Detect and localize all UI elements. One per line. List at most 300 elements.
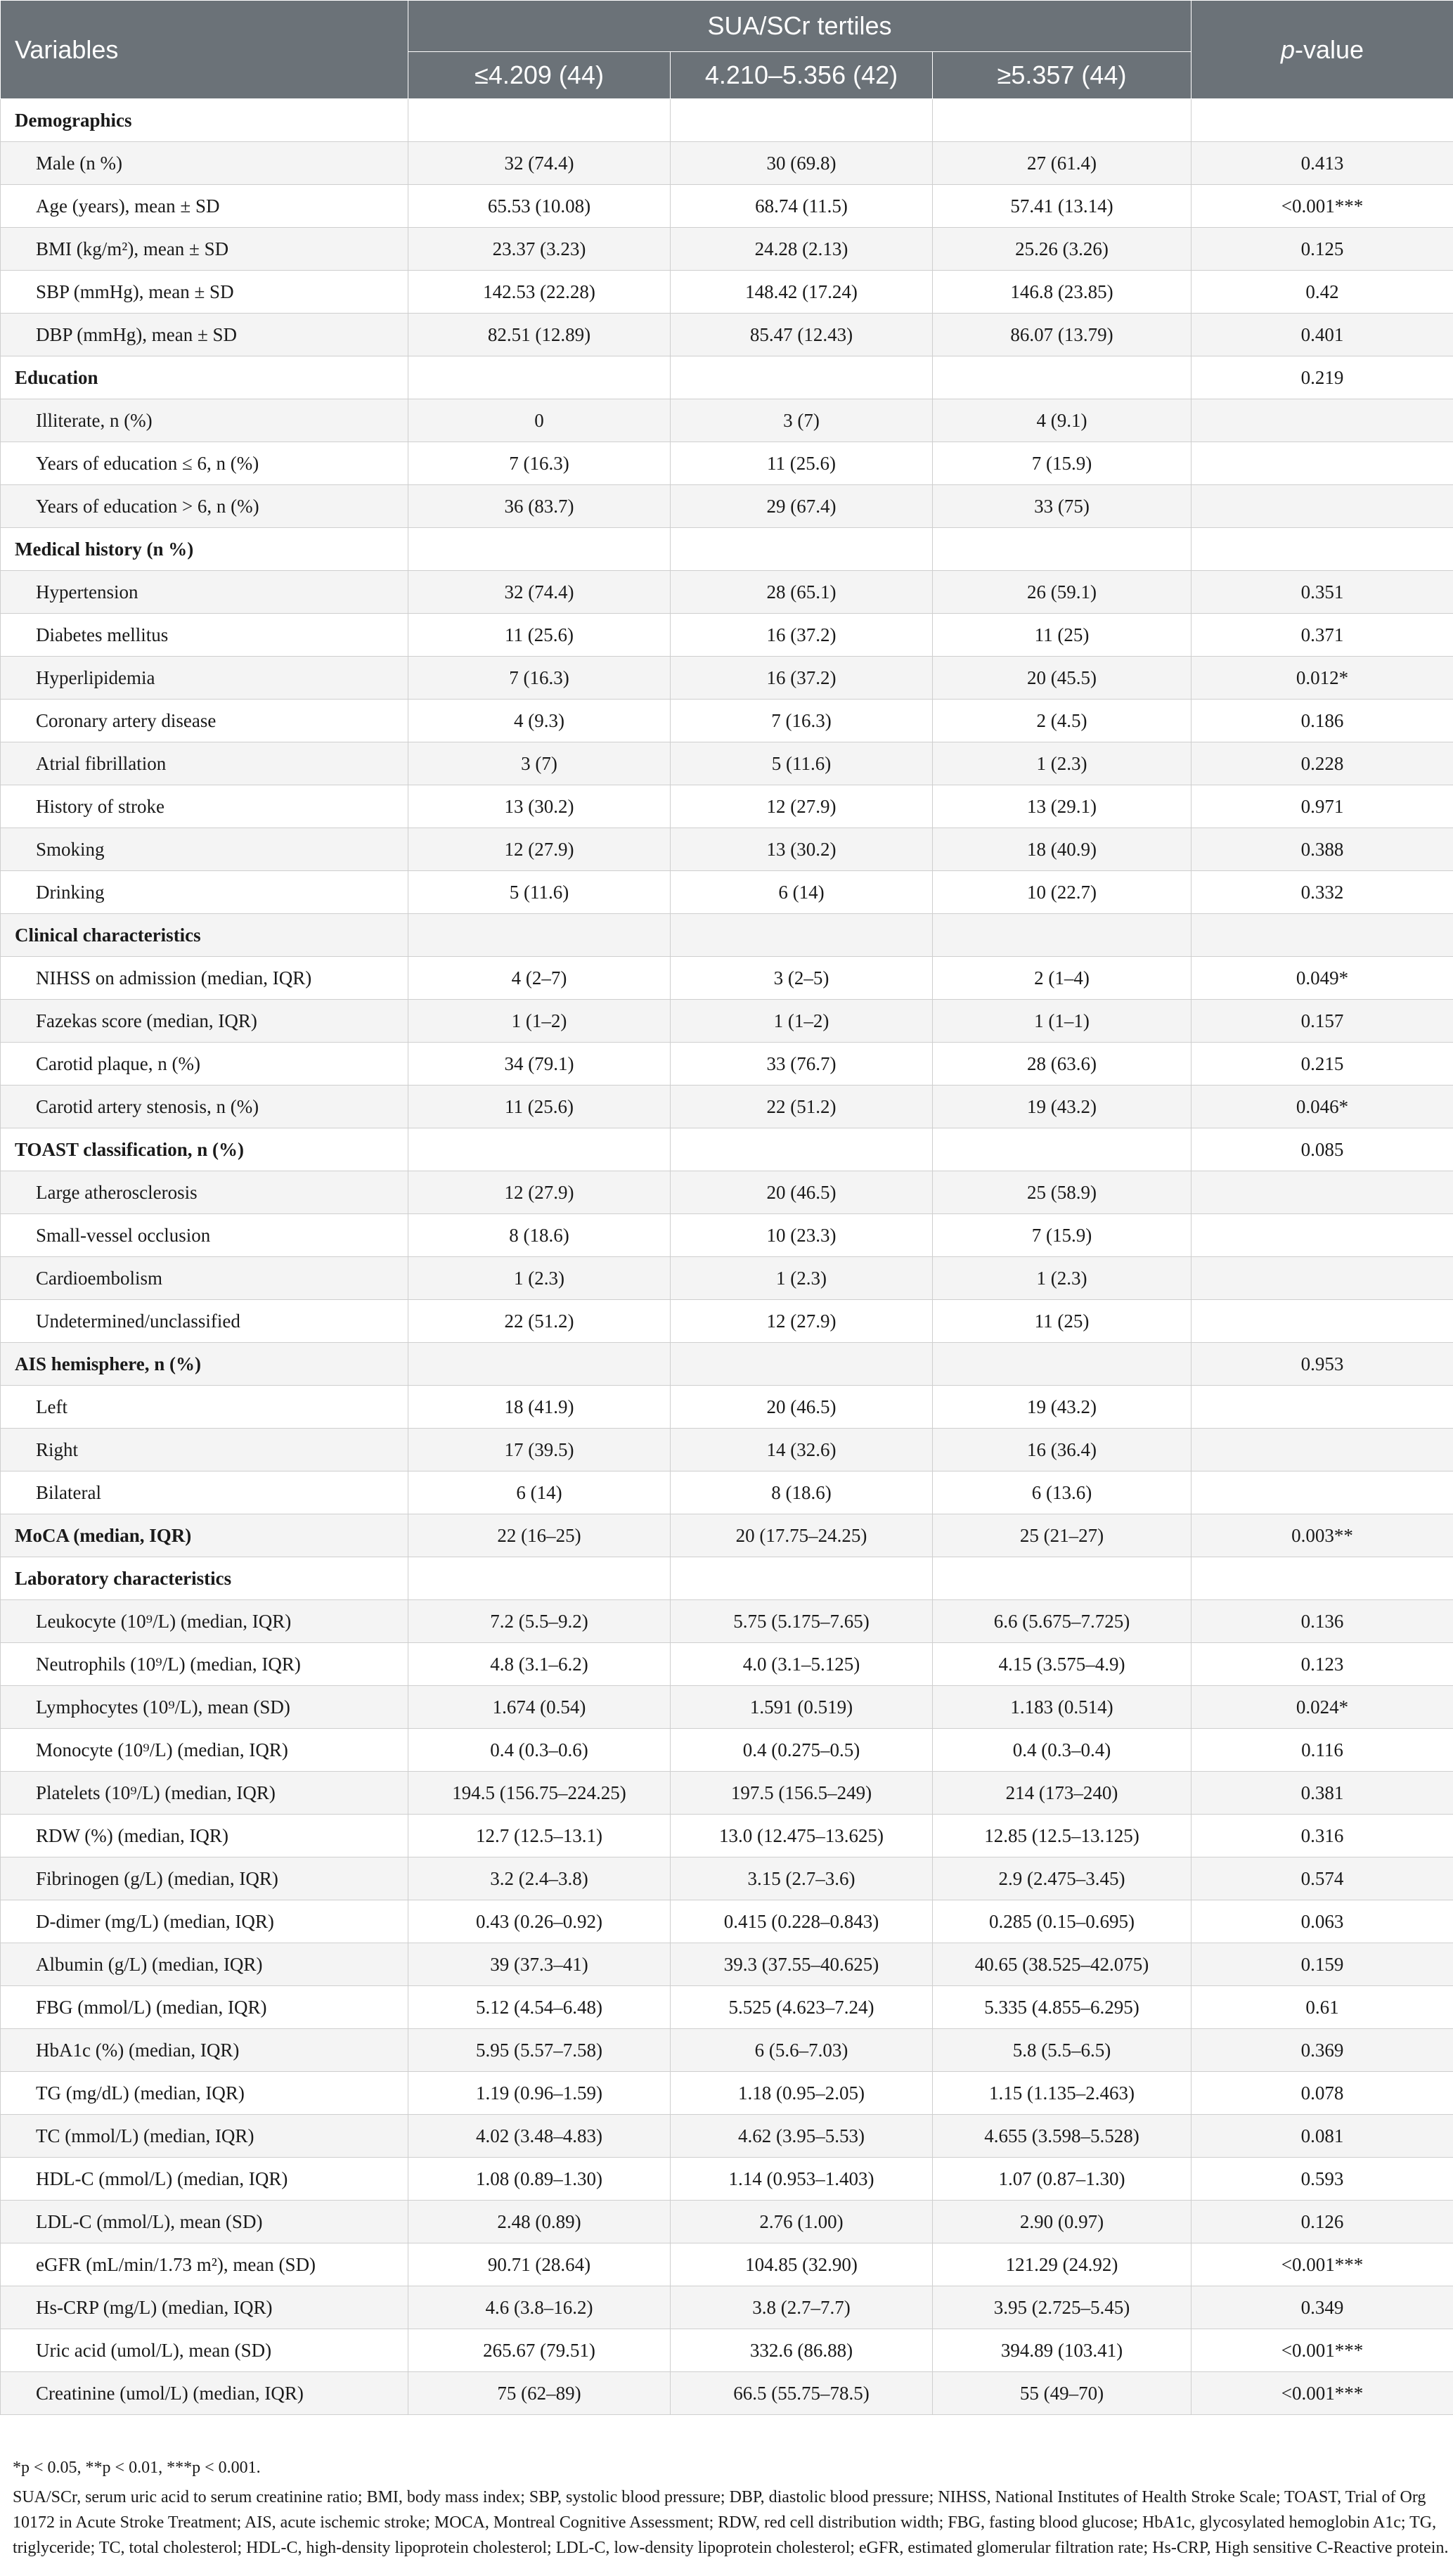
p-value-cell (1192, 485, 1453, 528)
table-row (1, 957, 1453, 1000)
tertile-1-cell (408, 1128, 671, 1171)
section-label: Education (1, 356, 408, 399)
tertile-2-cell: 4.62 (3.95–5.53) (671, 2115, 933, 2158)
tertile-2-cell: 10 (23.3) (671, 1214, 933, 1257)
tertile-2-cell: 104.85 (32.90) (671, 2243, 933, 2286)
p-value-cell: 0.116 (1192, 1729, 1453, 1772)
table-row (1, 700, 1453, 742)
tertile-1-cell: 23.37 (3.23) (408, 228, 671, 271)
tertile-3-cell: 7 (15.9) (933, 442, 1192, 485)
tertile-2-cell (671, 1128, 933, 1171)
tertile-1-cell: 82.51 (12.89) (408, 314, 671, 356)
tertile-3-cell: 16 (36.4) (933, 1429, 1192, 1471)
tertile-3-cell: 146.8 (23.85) (933, 271, 1192, 314)
p-value-cell (1192, 1214, 1453, 1257)
table-row (1, 2201, 1453, 2243)
tertile-3-cell: 2.90 (0.97) (933, 2201, 1192, 2243)
table-header (1, 1, 1453, 99)
tertile-3-cell: 0.4 (0.3–0.4) (933, 1729, 1192, 1772)
table-row (1, 1171, 1453, 1214)
p-value-cell: 0.332 (1192, 871, 1453, 914)
variable-label: Hs-CRP (mg/L) (median, IQR) (1, 2286, 408, 2329)
tertile-1-cell: 1.08 (0.89–1.30) (408, 2158, 671, 2201)
tertile-1-cell: 75 (62–89) (408, 2372, 671, 2415)
tertile-1-cell: 22 (51.2) (408, 1300, 671, 1343)
tertile-2-cell (671, 528, 933, 571)
tertile-3-cell: 3.95 (2.725–5.45) (933, 2286, 1192, 2329)
tertile-3-cell (933, 1343, 1192, 1386)
p-value-cell (1192, 1171, 1453, 1214)
tertile-1-cell: 12 (27.9) (408, 1171, 671, 1214)
header-p-rest: -value (1295, 34, 1364, 64)
tertile-3-cell (933, 1128, 1192, 1171)
p-value-cell: 0.219 (1192, 356, 1453, 399)
table-row (1, 1257, 1453, 1300)
tertile-2-cell: 39.3 (37.55–40.625) (671, 1943, 933, 1986)
tertile-3-cell: 26 (59.1) (933, 571, 1192, 614)
tertile-1-cell: 4 (2–7) (408, 957, 671, 1000)
p-value-cell: 0.349 (1192, 2286, 1453, 2329)
p-value-cell (1192, 528, 1453, 571)
header-tertiles-group: SUA/SCr tertiles (408, 1, 1192, 52)
tertile-1-cell: 36 (83.7) (408, 485, 671, 528)
table-row (1, 2072, 1453, 2115)
tertile-3-cell: 2.9 (2.475–3.45) (933, 1857, 1192, 1900)
variable-label: Smoking (1, 828, 408, 871)
p-value-cell (1192, 1300, 1453, 1343)
tertile-2-cell: 7 (16.3) (671, 700, 933, 742)
variable-label: Hyperlipidemia (1, 657, 408, 700)
variable-label: Hypertension (1, 571, 408, 614)
tertile-3-cell: 18 (40.9) (933, 828, 1192, 871)
tertile-1-cell (408, 1343, 671, 1386)
table-row (1, 1943, 1453, 1986)
tertile-3-cell: 214 (173–240) (933, 1772, 1192, 1815)
tertile-1-cell: 65.53 (10.08) (408, 185, 671, 228)
tertile-2-cell: 3 (2–5) (671, 957, 933, 1000)
tertile-1-cell: 13 (30.2) (408, 785, 671, 828)
tertile-3-cell: 28 (63.6) (933, 1043, 1192, 1086)
variable-label: Right (1, 1429, 408, 1471)
p-value-cell: 0.42 (1192, 271, 1453, 314)
tertile-3-cell: 40.65 (38.525–42.075) (933, 1943, 1192, 1986)
tertile-1-cell: 6 (14) (408, 1471, 671, 1514)
table-row (1, 1386, 1453, 1429)
tertile-1-cell: 0 (408, 399, 671, 442)
p-value-cell: 0.123 (1192, 1643, 1453, 1686)
tertile-3-cell (933, 99, 1192, 142)
tertile-1-cell: 90.71 (28.64) (408, 2243, 671, 2286)
tertile-2-cell: 1.591 (0.519) (671, 1686, 933, 1729)
tertile-3-cell: 5.335 (4.855–6.295) (933, 1986, 1192, 2029)
variable-label: Bilateral (1, 1471, 408, 1514)
tertile-1-cell: 22 (16–25) (408, 1514, 671, 1557)
table-row (1, 871, 1453, 914)
tertile-1-cell: 0.43 (0.26–0.92) (408, 1900, 671, 1943)
variable-label: Creatinine (umol/L) (median, IQR) (1, 2372, 408, 2415)
p-value-cell: 0.369 (1192, 2029, 1453, 2072)
tertile-2-cell (671, 99, 933, 142)
section-label: TOAST classification, n (%) (1, 1128, 408, 1171)
tertile-1-cell: 0.4 (0.3–0.6) (408, 1729, 671, 1772)
tertile-1-cell: 3.2 (2.4–3.8) (408, 1857, 671, 1900)
table-row (1, 1643, 1453, 1686)
variable-label: HDL-C (mmol/L) (median, IQR) (1, 2158, 408, 2201)
variable-label: DBP (mmHg), mean ± SD (1, 314, 408, 356)
significance-note: *p < 0.05, **p < 0.01, ***p < 0.001. (13, 2459, 261, 2477)
header-variables: Variables (1, 1, 408, 99)
tertile-2-cell: 6 (14) (671, 871, 933, 914)
section-row (1, 914, 1453, 957)
p-value-cell: 0.388 (1192, 828, 1453, 871)
tertile-2-cell: 6 (5.6–7.03) (671, 2029, 933, 2072)
tertile-2-cell: 1.18 (0.95–2.05) (671, 2072, 933, 2115)
header-tertile-3: ≥5.357 (44) (933, 52, 1192, 99)
p-value-cell: 0.136 (1192, 1600, 1453, 1643)
tertile-1-cell: 7 (16.3) (408, 442, 671, 485)
p-value-cell: 0.024* (1192, 1686, 1453, 1729)
tertile-1-cell: 142.53 (22.28) (408, 271, 671, 314)
p-value-cell: 0.215 (1192, 1043, 1453, 1086)
tertile-1-cell: 4.02 (3.48–4.83) (408, 2115, 671, 2158)
variable-label: TC (mmol/L) (median, IQR) (1, 2115, 408, 2158)
table-row (1, 314, 1453, 356)
table-row (1, 614, 1453, 657)
p-value-cell (1192, 399, 1453, 442)
p-value-cell: 0.126 (1192, 2201, 1453, 2243)
tertile-1-cell (408, 99, 671, 142)
tertile-3-cell: 0.285 (0.15–0.695) (933, 1900, 1192, 1943)
tertile-2-cell: 5 (11.6) (671, 742, 933, 785)
table-row (1, 2243, 1453, 2286)
tertile-2-cell: 22 (51.2) (671, 1086, 933, 1128)
tertile-2-cell: 29 (67.4) (671, 485, 933, 528)
tertile-1-cell: 32 (74.4) (408, 142, 671, 185)
variable-label: Diabetes mellitus (1, 614, 408, 657)
tertile-1-cell: 2.48 (0.89) (408, 2201, 671, 2243)
tertile-2-cell (671, 356, 933, 399)
tertile-1-cell: 3 (7) (408, 742, 671, 785)
tertile-2-cell: 20 (17.75–24.25) (671, 1514, 933, 1557)
tertile-3-cell (933, 528, 1192, 571)
tertile-1-cell (408, 914, 671, 957)
tertile-3-cell: 19 (43.2) (933, 1086, 1192, 1128)
table-row (1, 1043, 1453, 1086)
tertile-2-cell: 5.75 (5.175–7.65) (671, 1600, 933, 1643)
variable-label: D-dimer (mg/L) (median, IQR) (1, 1900, 408, 1943)
variable-label: Atrial fibrillation (1, 742, 408, 785)
p-value-cell: 0.046* (1192, 1086, 1453, 1128)
table-row (1, 1986, 1453, 2029)
p-value-cell (1192, 442, 1453, 485)
table-row (1, 1857, 1453, 1900)
p-value-cell: 0.413 (1192, 142, 1453, 185)
variable-label: Small-vessel occlusion (1, 1214, 408, 1257)
p-value-cell (1192, 1429, 1453, 1471)
p-value-cell: <0.001*** (1192, 2329, 1453, 2372)
tertile-1-cell (408, 528, 671, 571)
variable-label: Lymphocytes (10⁹/L), mean (SD) (1, 1686, 408, 1729)
variable-label: Fazekas score (median, IQR) (1, 1000, 408, 1043)
variable-label: Monocyte (10⁹/L) (median, IQR) (1, 1729, 408, 1772)
variable-label: Coronary artery disease (1, 700, 408, 742)
tertile-3-cell: 19 (43.2) (933, 1386, 1192, 1429)
tertile-1-cell: 265.67 (79.51) (408, 2329, 671, 2372)
header-tertile-2: 4.210–5.356 (42) (671, 52, 933, 99)
table-row (1, 2115, 1453, 2158)
tertile-3-cell (933, 356, 1192, 399)
tertile-3-cell: 1 (1–1) (933, 1000, 1192, 1043)
p-value-cell: 0.125 (1192, 228, 1453, 271)
tertile-3-cell: 394.89 (103.41) (933, 2329, 1192, 2372)
section-row (1, 356, 1453, 399)
tertile-3-cell (933, 914, 1192, 957)
tertile-2-cell: 8 (18.6) (671, 1471, 933, 1514)
p-value-cell (1192, 914, 1453, 957)
variable-label: Illiterate, n (%) (1, 399, 408, 442)
table-row (1, 228, 1453, 271)
tertile-3-cell: 4 (9.1) (933, 399, 1192, 442)
p-value-cell (1192, 99, 1453, 142)
tertile-1-cell: 11 (25.6) (408, 1086, 671, 1128)
variable-label: BMI (kg/m²), mean ± SD (1, 228, 408, 271)
tertile-2-cell: 28 (65.1) (671, 571, 933, 614)
p-value-cell: 0.953 (1192, 1343, 1453, 1386)
tertile-3-cell: 57.41 (13.14) (933, 185, 1192, 228)
tertile-3-cell: 25 (58.9) (933, 1171, 1192, 1214)
p-value-cell: 0.228 (1192, 742, 1453, 785)
section-row (1, 1514, 1453, 1557)
variable-label: FBG (mmol/L) (median, IQR) (1, 1986, 408, 2029)
tertile-3-cell: 13 (29.1) (933, 785, 1192, 828)
p-value-cell (1192, 1557, 1453, 1600)
table-row (1, 1686, 1453, 1729)
tertile-2-cell: 85.47 (12.43) (671, 314, 933, 356)
tertile-2-cell: 11 (25.6) (671, 442, 933, 485)
variable-label: Fibrinogen (g/L) (median, IQR) (1, 1857, 408, 1900)
section-label: Clinical characteristics (1, 914, 408, 957)
tertile-1-cell: 194.5 (156.75–224.25) (408, 1772, 671, 1815)
tertile-3-cell: 11 (25) (933, 1300, 1192, 1343)
variable-label: Male (n %) (1, 142, 408, 185)
tertile-1-cell: 1 (2.3) (408, 1257, 671, 1300)
variable-label: History of stroke (1, 785, 408, 828)
tertile-1-cell: 4.6 (3.8–16.2) (408, 2286, 671, 2329)
tertile-3-cell: 4.15 (3.575–4.9) (933, 1643, 1192, 1686)
variable-label: RDW (%) (median, IQR) (1, 1815, 408, 1857)
tertile-3-cell: 12.85 (12.5–13.125) (933, 1815, 1192, 1857)
tertile-2-cell: 16 (37.2) (671, 614, 933, 657)
table-row (1, 1214, 1453, 1257)
tertile-1-cell: 12.7 (12.5–13.1) (408, 1815, 671, 1857)
tertile-1-cell: 5.12 (4.54–6.48) (408, 1986, 671, 2029)
section-row (1, 1128, 1453, 1171)
tertile-1-cell: 1.674 (0.54) (408, 1686, 671, 1729)
table-row (1, 657, 1453, 700)
tertile-3-cell: 5.8 (5.5–6.5) (933, 2029, 1192, 2072)
table-row (1, 271, 1453, 314)
variable-label: eGFR (mL/min/1.73 m²), mean (SD) (1, 2243, 408, 2286)
tertile-2-cell: 13.0 (12.475–13.625) (671, 1815, 933, 1857)
tertile-3-cell: 7 (15.9) (933, 1214, 1192, 1257)
tertile-3-cell: 4.655 (3.598–5.528) (933, 2115, 1192, 2158)
variable-label: HbA1c (%) (median, IQR) (1, 2029, 408, 2072)
tertile-2-cell: 3.15 (2.7–3.6) (671, 1857, 933, 1900)
variable-label: Left (1, 1386, 408, 1429)
p-value-cell: 0.186 (1192, 700, 1453, 742)
table-row (1, 1772, 1453, 1815)
p-value-cell: 0.381 (1192, 1772, 1453, 1815)
table-row (1, 442, 1453, 485)
variable-label: Albumin (g/L) (median, IQR) (1, 1943, 408, 1986)
tertile-3-cell: 1.07 (0.87–1.30) (933, 2158, 1192, 2201)
table-body (1, 99, 1453, 2415)
table-row (1, 2372, 1453, 2415)
tertile-3-cell: 1 (2.3) (933, 742, 1192, 785)
variable-label: Carotid plaque, n (%) (1, 1043, 408, 1086)
tertile-1-cell: 18 (41.9) (408, 1386, 671, 1429)
tertile-1-cell: 17 (39.5) (408, 1429, 671, 1471)
variable-label: Carotid artery stenosis, n (%) (1, 1086, 408, 1128)
variable-label: Large atherosclerosis (1, 1171, 408, 1214)
p-value-cell: 0.593 (1192, 2158, 1453, 2201)
section-label: AIS hemisphere, n (%) (1, 1343, 408, 1386)
tertile-2-cell: 33 (76.7) (671, 1043, 933, 1086)
table-footnotes (0, 2447, 1452, 2561)
p-value-cell: 0.971 (1192, 785, 1453, 828)
tertile-2-cell: 68.74 (11.5) (671, 185, 933, 228)
variable-label: Years of education ≤ 6, n (%) (1, 442, 408, 485)
tertile-2-cell: 3.8 (2.7–7.7) (671, 2286, 933, 2329)
tertile-3-cell: 1.15 (1.135–2.463) (933, 2072, 1192, 2115)
p-value-cell: 0.081 (1192, 2115, 1453, 2158)
tertile-3-cell: 1.183 (0.514) (933, 1686, 1192, 1729)
table-row (1, 2329, 1453, 2372)
tertile-1-cell: 11 (25.6) (408, 614, 671, 657)
p-value-cell (1192, 1386, 1453, 1429)
table-row (1, 1815, 1453, 1857)
tertile-1-cell: 7.2 (5.5–9.2) (408, 1600, 671, 1643)
section-row (1, 1557, 1453, 1600)
table-row (1, 1300, 1453, 1343)
variable-label: Age (years), mean ± SD (1, 185, 408, 228)
tertile-1-cell: 4.8 (3.1–6.2) (408, 1643, 671, 1686)
table-row (1, 828, 1453, 871)
header-p-italic: p (1280, 34, 1296, 64)
tertile-3-cell: 25.26 (3.26) (933, 228, 1192, 271)
tertile-3-cell: 2 (1–4) (933, 957, 1192, 1000)
p-value-cell: 0.316 (1192, 1815, 1453, 1857)
table-row (1, 142, 1453, 185)
p-value-cell: 0.371 (1192, 614, 1453, 657)
tertile-3-cell: 1 (2.3) (933, 1257, 1192, 1300)
table-row (1, 1429, 1453, 1471)
table-row (1, 1600, 1453, 1643)
tertile-1-cell: 12 (27.9) (408, 828, 671, 871)
tertile-2-cell: 3 (7) (671, 399, 933, 442)
table-row (1, 2029, 1453, 2072)
variable-label: TG (mg/dL) (median, IQR) (1, 2072, 408, 2115)
tertile-2-cell (671, 1343, 933, 1386)
tertile-3-cell: 20 (45.5) (933, 657, 1192, 700)
tertile-1-cell: 8 (18.6) (408, 1214, 671, 1257)
tertile-2-cell: 13 (30.2) (671, 828, 933, 871)
table-row (1, 399, 1453, 442)
tertile-1-cell: 32 (74.4) (408, 571, 671, 614)
tertile-3-cell (933, 1557, 1192, 1600)
table-row (1, 2286, 1453, 2329)
variable-label: Uric acid (umol/L), mean (SD) (1, 2329, 408, 2372)
p-value-cell: 0.049* (1192, 957, 1453, 1000)
tertile-3-cell: 33 (75) (933, 485, 1192, 528)
tertile-2-cell: 16 (37.2) (671, 657, 933, 700)
tertile-3-cell: 6 (13.6) (933, 1471, 1192, 1514)
p-value-cell: 0.159 (1192, 1943, 1453, 1986)
table-row (1, 785, 1453, 828)
p-value-cell: <0.001*** (1192, 185, 1453, 228)
section-row (1, 528, 1453, 571)
tertile-2-cell: 20 (46.5) (671, 1171, 933, 1214)
tertile-3-cell: 2 (4.5) (933, 700, 1192, 742)
variable-label: Platelets (10⁹/L) (median, IQR) (1, 1772, 408, 1815)
header-tertile-1: ≤4.209 (44) (408, 52, 671, 99)
tertile-3-cell: 11 (25) (933, 614, 1192, 657)
tertile-2-cell: 2.76 (1.00) (671, 2201, 933, 2243)
tertile-2-cell: 332.6 (86.88) (671, 2329, 933, 2372)
section-label: Medical history (n %) (1, 528, 408, 571)
tertile-2-cell: 24.28 (2.13) (671, 228, 933, 271)
tertile-1-cell: 39 (37.3–41) (408, 1943, 671, 1986)
tertile-2-cell: 66.5 (55.75–78.5) (671, 2372, 933, 2415)
table-row (1, 1086, 1453, 1128)
tertile-1-cell: 7 (16.3) (408, 657, 671, 700)
variable-label: NIHSS on admission (median, IQR) (1, 957, 408, 1000)
p-value-cell: 0.012* (1192, 657, 1453, 700)
tertile-2-cell: 148.42 (17.24) (671, 271, 933, 314)
variable-label: Neutrophils (10⁹/L) (median, IQR) (1, 1643, 408, 1686)
table-row (1, 1729, 1453, 1772)
tertile-3-cell: 6.6 (5.675–7.725) (933, 1600, 1192, 1643)
tertile-1-cell: 5.95 (5.57–7.58) (408, 2029, 671, 2072)
p-value-cell: 0.085 (1192, 1128, 1453, 1171)
tertile-1-cell: 5 (11.6) (408, 871, 671, 914)
variable-label: Cardioembolism (1, 1257, 408, 1300)
tertile-3-cell: 86.07 (13.79) (933, 314, 1192, 356)
tertile-2-cell: 4.0 (3.1–5.125) (671, 1643, 933, 1686)
variable-label: SBP (mmHg), mean ± SD (1, 271, 408, 314)
tertile-1-cell (408, 1557, 671, 1600)
tertile-1-cell: 1 (1–2) (408, 1000, 671, 1043)
tertile-2-cell (671, 914, 933, 957)
tertile-2-cell: 12 (27.9) (671, 1300, 933, 1343)
tertile-2-cell: 1.14 (0.953–1.403) (671, 2158, 933, 2201)
p-value-cell: 0.401 (1192, 314, 1453, 356)
tertile-3-cell: 10 (22.7) (933, 871, 1192, 914)
variable-label: Leukocyte (10⁹/L) (median, IQR) (1, 1600, 408, 1643)
table-row (1, 2158, 1453, 2201)
tertile-2-cell: 12 (27.9) (671, 785, 933, 828)
tertile-3-cell: 121.29 (24.92) (933, 2243, 1192, 2286)
variable-label: Drinking (1, 871, 408, 914)
tertile-2-cell: 14 (32.6) (671, 1429, 933, 1471)
tertile-2-cell: 30 (69.8) (671, 142, 933, 185)
section-label: Laboratory characteristics (1, 1557, 408, 1600)
tertile-1-cell: 34 (79.1) (408, 1043, 671, 1086)
table-row (1, 1471, 1453, 1514)
abbreviations-note: SUA/SCr, serum uric acid to serum creatinine ratio; BMI, body mass index; SBP, systolic blood pressure; DBP, diastolic blood pressure; NIHSS, National Institutes of Health Stroke Scale; TOAST, Trial of Org 10172 in Acute Stroke Treatment; AIS, acute ischemic stroke; MOCA, Montreal Cognitive Assessment; RDW, red cell distribution width; FBG, fasting blood glucose; HbA1c, glycosylated hemoglobin A1c; TG, triglyceride; TC, total cholesterol; HDL-C, high-density lipoprotein cholesterol; LDL-C, low-density lipoprotein cholesterol; eGFR, estimated glomerular filtration rate; Hs-CRP, High sensitive C-Reactive protein. (13, 2488, 1449, 2557)
p-value-cell (1192, 1471, 1453, 1514)
table-row (1, 185, 1453, 228)
